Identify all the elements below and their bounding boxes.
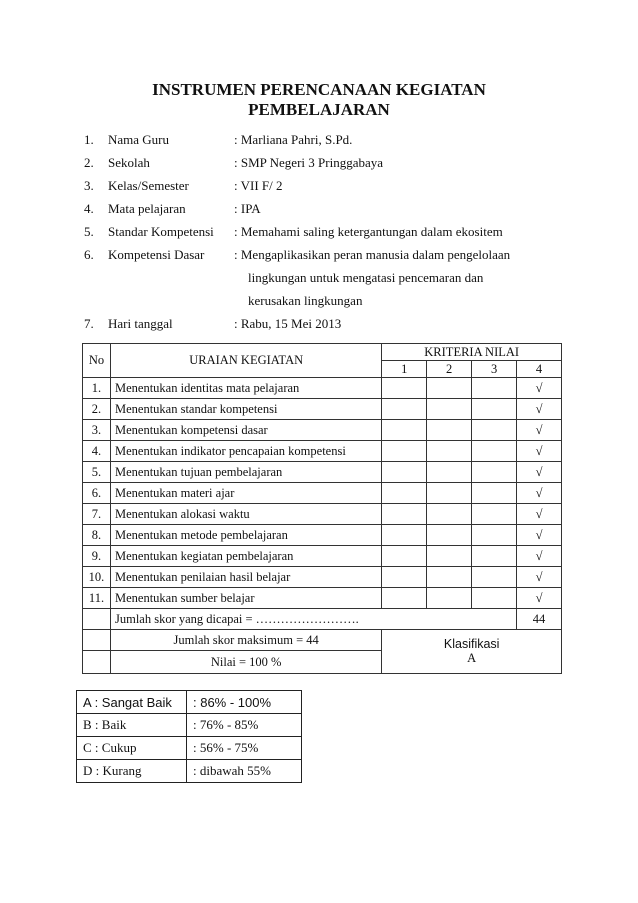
check-mark: √ [517,525,562,546]
row-text: Menentukan standar kompetensi [110,399,381,420]
score-cell [472,525,517,546]
info-num: 6. [84,247,94,262]
row-no: 3. [83,420,111,441]
score-cell [427,504,472,525]
row-text: Menentukan alokasi waktu [110,504,381,525]
grade-range: : 76% - 85% [187,714,302,737]
table-row [83,546,562,567]
score-cell [427,441,472,462]
row-no: 9. [83,546,111,567]
check-mark: √ [517,441,562,462]
table-row [83,504,562,525]
empty-cell [83,609,111,630]
row-no: 2. [83,399,111,420]
table-row [83,588,562,609]
info-row [84,220,604,243]
check-mark: √ [517,420,562,441]
score-header: 4 [517,361,562,378]
info-num: 5. [84,224,94,239]
score-cell [472,420,517,441]
score-header: 3 [472,361,517,378]
info-num: 1. [84,132,94,147]
row-text: Menentukan penilaian hasil belajar [110,567,381,588]
row-no: 6. [83,483,111,504]
row-no: 7. [83,504,111,525]
row-text: Menentukan tujuan pembelajaran [110,462,381,483]
info-row [84,243,604,266]
table-row [83,462,562,483]
check-mark: √ [517,567,562,588]
score-cell [427,588,472,609]
table-row [83,378,562,399]
empty-cell [83,630,111,651]
header-kriteria: KRITERIA NILAI [382,344,562,361]
table-row [83,567,562,588]
grade-range: : 86% - 100% [187,691,302,714]
grade-legend [76,690,302,783]
grade-row [77,760,302,783]
check-mark: √ [517,399,562,420]
total-row [83,609,562,630]
info-label: Kelas/Semester [108,178,189,193]
grade-row [77,737,302,760]
info-row [84,128,604,151]
score-cell [382,462,427,483]
row-text: Menentukan identitas mata pelajaran [110,378,381,399]
score-header: 1 [382,361,427,378]
grade-row [77,714,302,737]
identity-list [84,128,604,335]
row-no: 11. [83,588,111,609]
header-uraian: URAIAN KEGIATAN [110,344,381,378]
info-row [84,174,604,197]
header-row [83,344,562,361]
info-value: : SMP Negeri 3 Pringgabaya [234,155,383,170]
score-cell [472,462,517,483]
score-cell [472,504,517,525]
score-cell [472,441,517,462]
score-cell [382,441,427,462]
row-no: 5. [83,462,111,483]
row-text: Menentukan materi ajar [110,483,381,504]
row-text: Menentukan kegiatan pembelajaran [110,546,381,567]
grade-label: A : Sangat Baik [77,691,187,714]
score-cell [472,399,517,420]
score-cell [427,378,472,399]
header-no: No [83,344,111,378]
score-cell [382,399,427,420]
table-row [83,399,562,420]
info-row [84,151,604,174]
info-num: 7. [84,316,94,331]
score-cell [382,546,427,567]
score-cell [472,588,517,609]
score-cell [382,420,427,441]
score-cell [427,525,472,546]
score-cell [382,588,427,609]
info-label: Standar Kompetensi [108,224,214,239]
info-num: 2. [84,155,94,170]
title-line-1: INSTRUMEN PERENCANAAN KEGIATAN [152,80,486,99]
empty-cell [83,651,111,674]
info-row-continuation [84,266,604,289]
grade-label: D : Kurang [77,760,187,783]
info-row-continuation [84,289,604,312]
klasifikasi-value: A [467,651,477,665]
klasifikasi-label: Klasifikasi [443,637,500,651]
info-value: : IPA [234,201,261,216]
grade-label: B : Baik [77,714,187,737]
row-text: Menentukan indikator pencapaian kompetensi [110,441,381,462]
info-value: : Marliana Pahri, S.Pd. [234,132,353,147]
score-cell [472,483,517,504]
score-cell [382,567,427,588]
score-cell [427,399,472,420]
check-mark: √ [517,588,562,609]
row-no: 8. [83,525,111,546]
score-cell [427,462,472,483]
check-mark: √ [517,378,562,399]
score-cell [472,567,517,588]
info-label: Sekolah [108,155,150,170]
info-label: Hari tanggal [108,316,173,331]
info-value: : Mengaplikasikan peran manusia dalam pengelolaan [234,247,511,262]
row-no: 10. [83,567,111,588]
score-cell [382,504,427,525]
document-title [0,80,638,120]
info-value: : Rabu, 15 Mei 2013 [234,316,342,331]
table-row [83,525,562,546]
info-label: Mata pelajaran [108,201,186,216]
score-cell [382,483,427,504]
score-header: 2 [427,361,472,378]
kd-continuation-2: kerusakan lingkungan [248,293,363,308]
score-cell [427,546,472,567]
score-cell [382,525,427,546]
info-num: 4. [84,201,94,216]
check-mark: √ [517,462,562,483]
grade-label: C : Cukup [77,737,187,760]
row-no: 1. [83,378,111,399]
score-cell [472,378,517,399]
score-cell [382,378,427,399]
row-text: Menentukan metode pembelajaran [110,525,381,546]
info-value: : VII F/ 2 [234,178,283,193]
info-row [84,312,604,335]
jumlah-skor-value: 44 [517,609,562,630]
title-line-2: PEMBELAJARAN [248,100,390,119]
info-row [84,197,604,220]
skor-maksimum-label: Jumlah skor maksimum = 44 [110,630,381,651]
table-row [83,420,562,441]
kd-continuation-1: lingkungan untuk mengatasi pencemaran dan [248,270,484,285]
table-row [83,441,562,462]
assessment-table [82,343,562,674]
score-cell [427,483,472,504]
info-label: Nama Guru [108,132,170,147]
info-label: Kompetensi Dasar [108,247,205,262]
grade-row [77,691,302,714]
score-cell [427,420,472,441]
row-text: Menentukan sumber belajar [110,588,381,609]
check-mark: √ [517,504,562,525]
info-value: : Memahami saling ketergantungan dalam ekositem [234,224,503,239]
jumlah-skor-label: Jumlah skor yang dicapai = ……………………. [110,609,516,630]
score-cell [472,546,517,567]
info-num: 3. [84,178,94,193]
row-text: Menentukan kompetensi dasar [110,420,381,441]
check-mark: √ [517,546,562,567]
nilai-label: Nilai = 100 % [110,651,381,674]
row-no: 4. [83,441,111,462]
max-row [83,630,562,651]
check-mark: √ [517,483,562,504]
table-row [83,483,562,504]
klasifikasi-cell [382,630,562,674]
grade-range: : dibawah 55% [187,760,302,783]
score-cell [427,567,472,588]
grade-range: : 56% - 75% [187,737,302,760]
